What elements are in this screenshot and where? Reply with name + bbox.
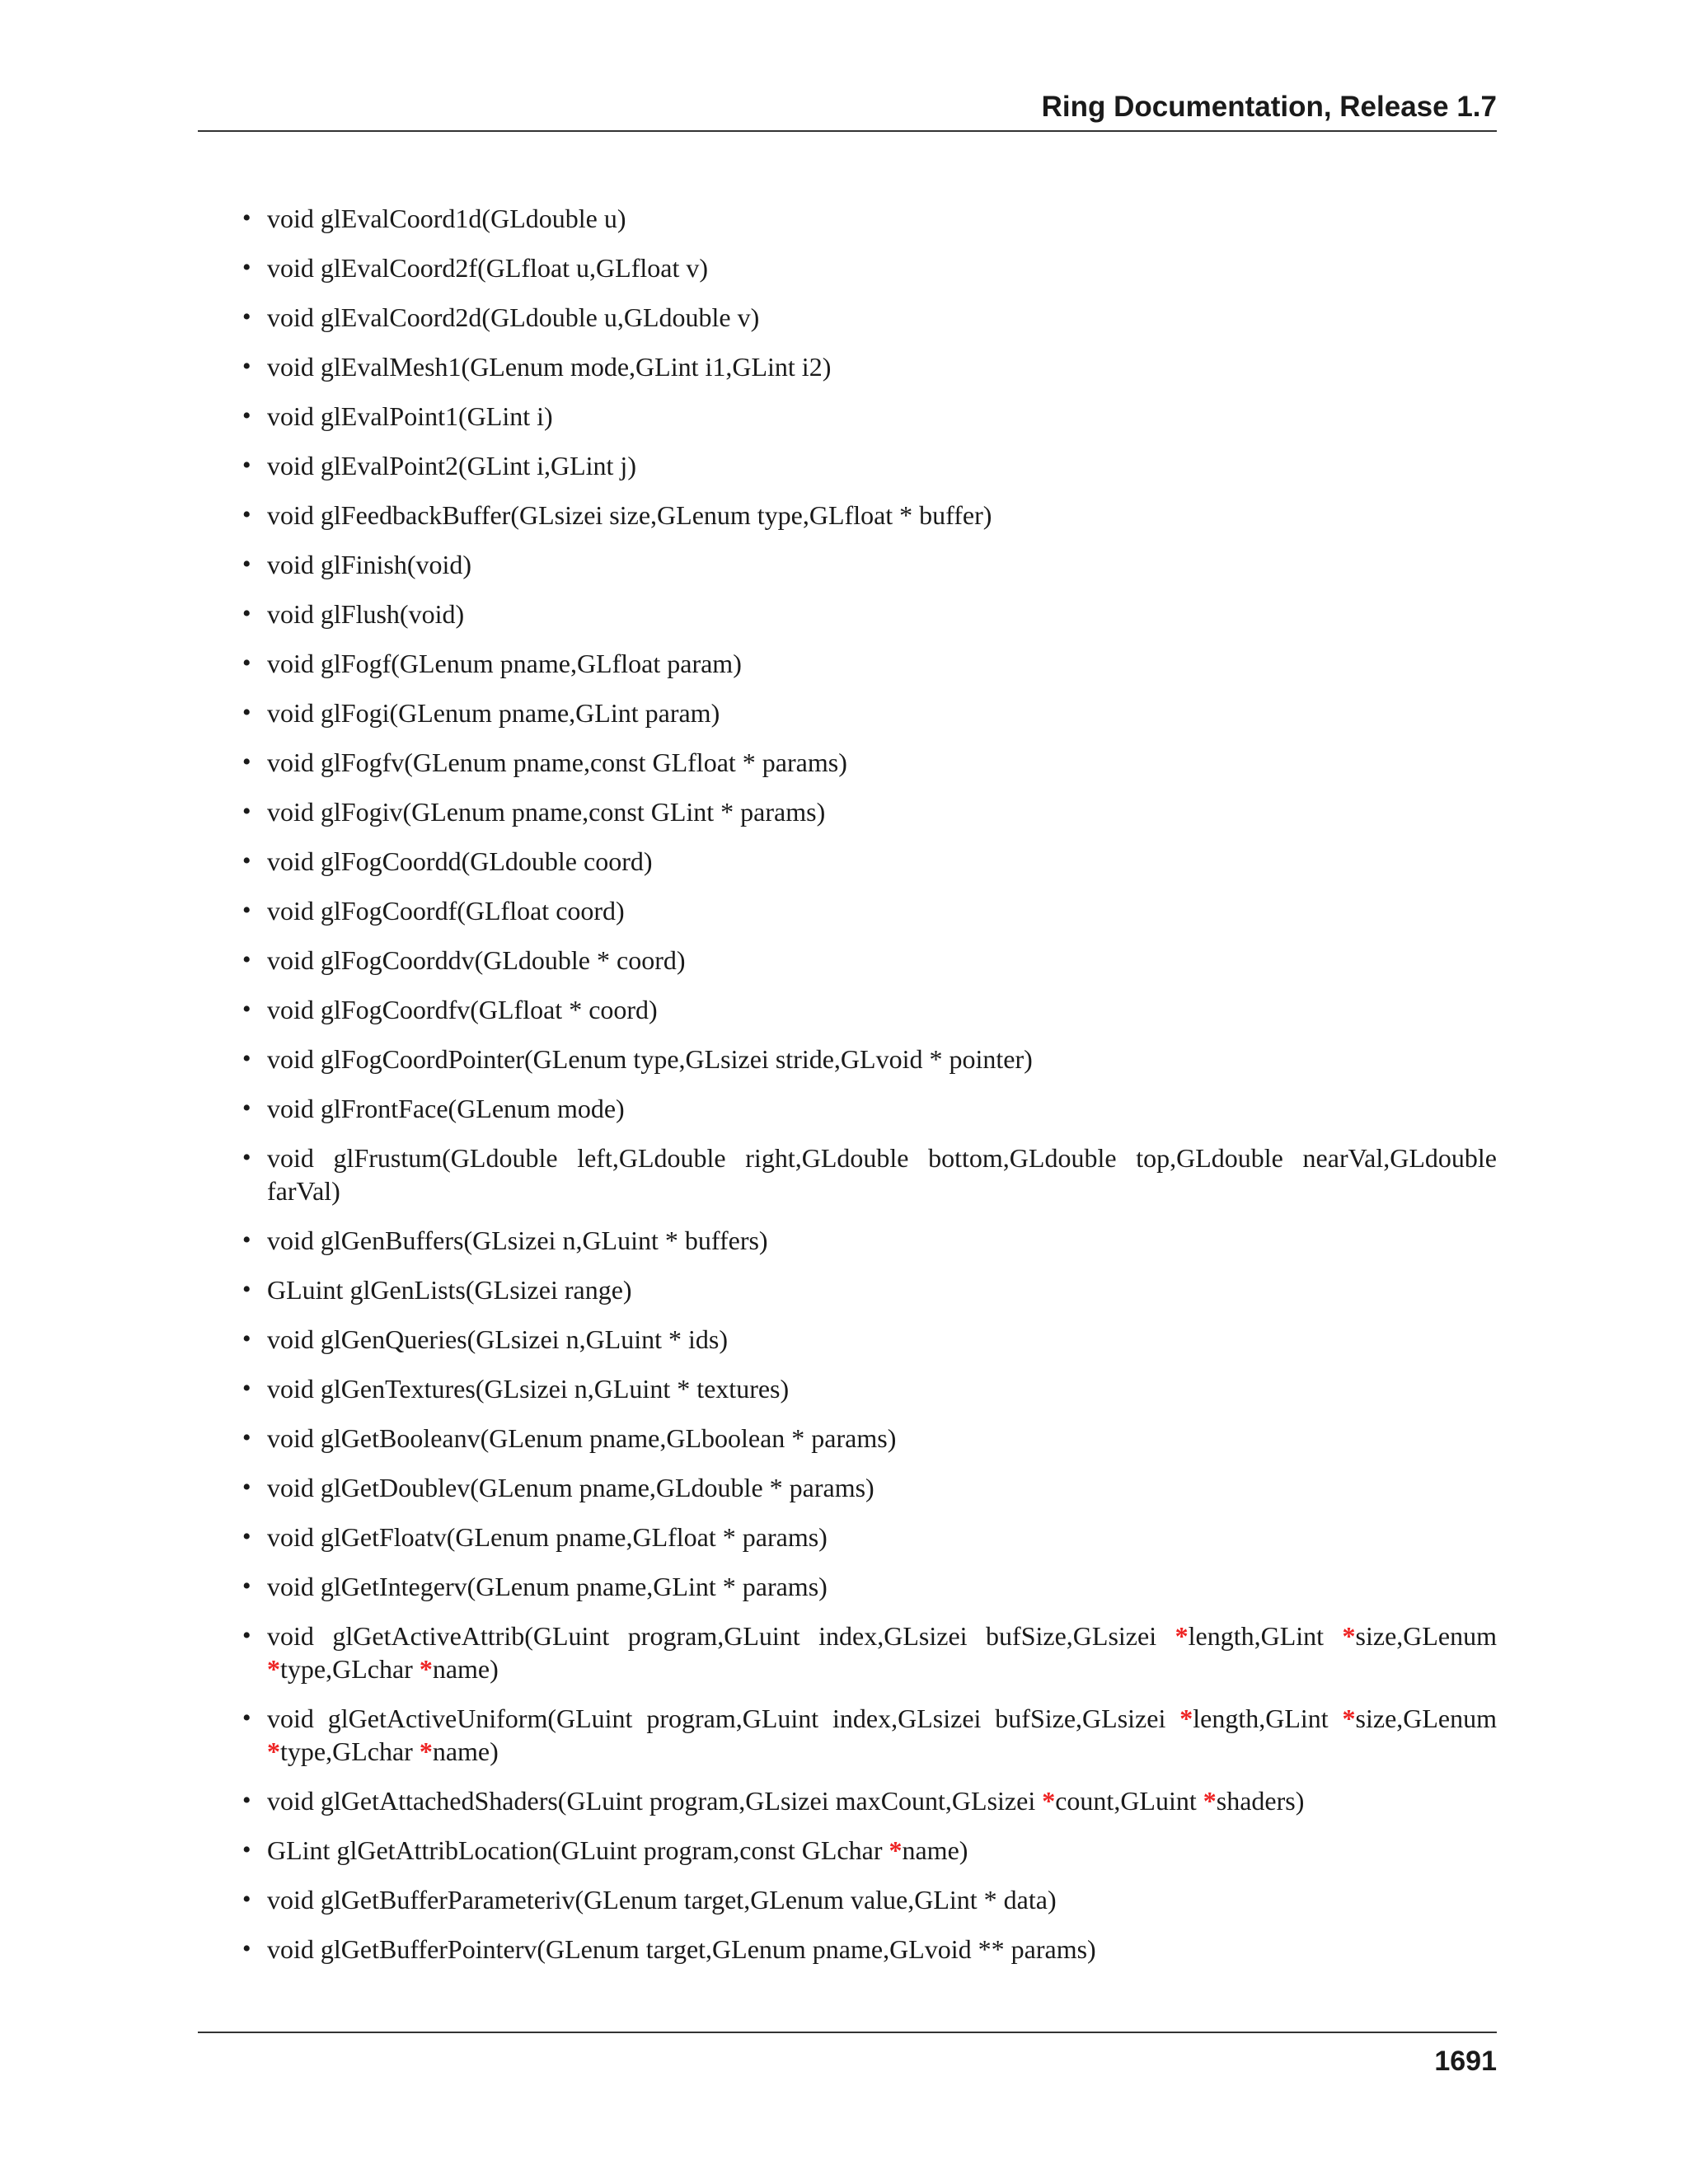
list-item bbox=[198, 1702, 1497, 1768]
list-item bbox=[198, 1043, 1497, 1076]
bullet-icon: • bbox=[242, 1836, 251, 1863]
bullet-icon: • bbox=[242, 897, 251, 924]
list-item bbox=[198, 1141, 1497, 1207]
list-item bbox=[198, 1933, 1497, 1966]
function-signature: void glEvalMesh1(GLenum mode,GLint i1,GLint i2) bbox=[267, 352, 832, 382]
bullet-icon: • bbox=[242, 1094, 251, 1122]
bullet-icon: • bbox=[242, 1045, 251, 1072]
bullet-icon: • bbox=[242, 1424, 251, 1451]
list-item bbox=[198, 894, 1497, 927]
function-signature: void glGenQueries(GLsizei n,GLuint * ids) bbox=[267, 1324, 728, 1354]
bullet-icon: • bbox=[242, 303, 251, 330]
list-item bbox=[198, 696, 1497, 729]
function-signature: void glFogiv(GLenum pname,const GLint * params) bbox=[267, 797, 826, 827]
bullet-icon: • bbox=[242, 996, 251, 1023]
function-signature: void glFeedbackBuffer(GLsizei size,GLenum type,GLfloat * buffer) bbox=[267, 500, 992, 530]
bullet-icon: • bbox=[242, 1276, 251, 1303]
function-signature: void glFogCoordd(GLdouble coord) bbox=[267, 846, 653, 876]
page-header bbox=[198, 89, 1497, 132]
bullet-icon: • bbox=[242, 501, 251, 528]
function-signature: void glFinish(void) bbox=[267, 550, 472, 579]
list-item bbox=[198, 845, 1497, 878]
list-item bbox=[198, 1323, 1497, 1356]
bullet-icon: • bbox=[242, 748, 251, 776]
function-signature: void glFogi(GLenum pname,GLint param) bbox=[267, 698, 720, 728]
list-item bbox=[198, 499, 1497, 532]
list-item bbox=[198, 598, 1497, 630]
bullet-icon: • bbox=[242, 847, 251, 874]
list-item bbox=[198, 647, 1497, 680]
list-item bbox=[198, 1619, 1497, 1685]
list-item bbox=[198, 1224, 1497, 1257]
function-signature: void glGetBufferPointerv(GLenum target,GLenum pname,GLvoid ** params) bbox=[267, 1934, 1096, 1964]
bullet-icon: • bbox=[242, 254, 251, 281]
bullet-icon: • bbox=[242, 402, 251, 429]
list-item bbox=[198, 1570, 1497, 1603]
bullet-icon: • bbox=[242, 551, 251, 578]
function-signature: void glGetBufferParameteriv(GLenum target,GLenum value,GLint * data) bbox=[267, 1885, 1057, 1915]
function-signature: GLint glGetAttribLocation(GLuint program,const GLchar *name) bbox=[267, 1835, 968, 1865]
list-item bbox=[198, 251, 1497, 284]
function-signature: void glFlush(void) bbox=[267, 599, 465, 629]
function-signature: void glGetBooleanv(GLenum pname,GLboolean * params) bbox=[267, 1423, 897, 1453]
list-item bbox=[198, 202, 1497, 235]
function-signature: void glFogCoordPointer(GLenum type,GLsizei stride,GLvoid * pointer) bbox=[267, 1044, 1033, 1074]
list-item bbox=[198, 1834, 1497, 1867]
list-item bbox=[198, 1273, 1497, 1306]
list-item bbox=[198, 1372, 1497, 1405]
bullet-icon: • bbox=[242, 1704, 251, 1732]
bullet-icon: • bbox=[242, 1523, 251, 1550]
bullet-icon: • bbox=[242, 1325, 251, 1352]
function-signature: void glGetActiveUniform(GLuint program,GLuint index,GLsizei bufSize,GLsizei *length,GLint *size,GLenum *type,GLchar *name) bbox=[267, 1704, 1498, 1766]
function-signature: void glGenBuffers(GLsizei n,GLuint * buffers) bbox=[267, 1226, 768, 1255]
list-item bbox=[198, 350, 1497, 383]
function-signature: void glEvalPoint1(GLint i) bbox=[267, 401, 553, 431]
bullet-icon: • bbox=[242, 1935, 251, 1962]
bullet-icon: • bbox=[242, 452, 251, 479]
list-item bbox=[198, 1092, 1497, 1125]
bullet-icon: • bbox=[242, 1375, 251, 1402]
list-item bbox=[198, 1422, 1497, 1455]
list-item bbox=[198, 746, 1497, 779]
function-signature: void glFrustum(GLdouble left,GLdouble right,GLdouble bottom,GLdouble top,GLdouble nearVal,GLdouble farVal) bbox=[267, 1143, 1497, 1206]
function-signature: void glEvalCoord2d(GLdouble u,GLdouble v) bbox=[267, 302, 760, 332]
bullet-icon: • bbox=[242, 1572, 251, 1600]
list-item bbox=[198, 449, 1497, 482]
function-signature: void glEvalCoord2f(GLfloat u,GLfloat v) bbox=[267, 253, 708, 283]
bullet-icon: • bbox=[242, 649, 251, 677]
bullet-icon: • bbox=[242, 1787, 251, 1814]
function-signature: void glGetIntegerv(GLenum pname,GLint * params) bbox=[267, 1572, 828, 1601]
function-signature: void glFogCoorddv(GLdouble * coord) bbox=[267, 945, 686, 975]
function-signature: void glGetActiveAttrib(GLuint program,GLuint index,GLsizei bufSize,GLsizei *length,GLint *size,GLenum *type,GLchar *name) bbox=[267, 1621, 1498, 1684]
function-signature: void glGetAttachedShaders(GLuint program,GLsizei maxCount,GLsizei *count,GLuint *shaders) bbox=[267, 1786, 1305, 1816]
function-signature: void glEvalPoint2(GLint i,GLint j) bbox=[267, 451, 636, 480]
list-item bbox=[198, 1471, 1497, 1504]
function-signature: void glGenTextures(GLsizei n,GLuint * textures) bbox=[267, 1374, 790, 1404]
list-item bbox=[198, 1883, 1497, 1916]
bullet-icon: • bbox=[242, 1622, 251, 1649]
function-signature: GLuint glGenLists(GLsizei range) bbox=[267, 1275, 632, 1305]
page-footer bbox=[198, 2032, 1497, 2091]
list-item bbox=[198, 1521, 1497, 1554]
bullet-icon: • bbox=[242, 600, 251, 627]
list-item bbox=[198, 400, 1497, 433]
list-item bbox=[198, 548, 1497, 581]
bullet-icon: • bbox=[242, 1226, 251, 1254]
bullet-icon: • bbox=[242, 1144, 251, 1171]
bullet-icon: • bbox=[242, 353, 251, 380]
function-signature: void glFogCoordf(GLfloat coord) bbox=[267, 896, 625, 926]
page-number: 1691 bbox=[1434, 2046, 1497, 2077]
function-signature: void glGetDoublev(GLenum pname,GLdouble * params) bbox=[267, 1473, 874, 1502]
header-title: Ring Documentation, Release 1.7 bbox=[1041, 91, 1497, 123]
list-item bbox=[198, 993, 1497, 1026]
list-item bbox=[198, 301, 1497, 334]
function-signature: void glFogf(GLenum pname,GLfloat param) bbox=[267, 649, 742, 678]
bullet-icon: • bbox=[242, 699, 251, 726]
bullet-icon: • bbox=[242, 1474, 251, 1501]
bullet-icon: • bbox=[242, 204, 251, 232]
bullet-icon: • bbox=[242, 1886, 251, 1913]
list-item bbox=[198, 1784, 1497, 1817]
list-item bbox=[198, 944, 1497, 977]
function-signature: void glFrontFace(GLenum mode) bbox=[267, 1094, 625, 1123]
function-signature: void glEvalCoord1d(GLdouble u) bbox=[267, 204, 626, 233]
bullet-icon: • bbox=[242, 798, 251, 825]
bullet-icon: • bbox=[242, 946, 251, 973]
function-signature: void glFogfv(GLenum pname,const GLfloat * params) bbox=[267, 748, 847, 777]
function-signature: void glFogCoordfv(GLfloat * coord) bbox=[267, 995, 658, 1024]
list-item bbox=[198, 795, 1497, 828]
function-signature: void glGetFloatv(GLenum pname,GLfloat * params) bbox=[267, 1522, 828, 1552]
